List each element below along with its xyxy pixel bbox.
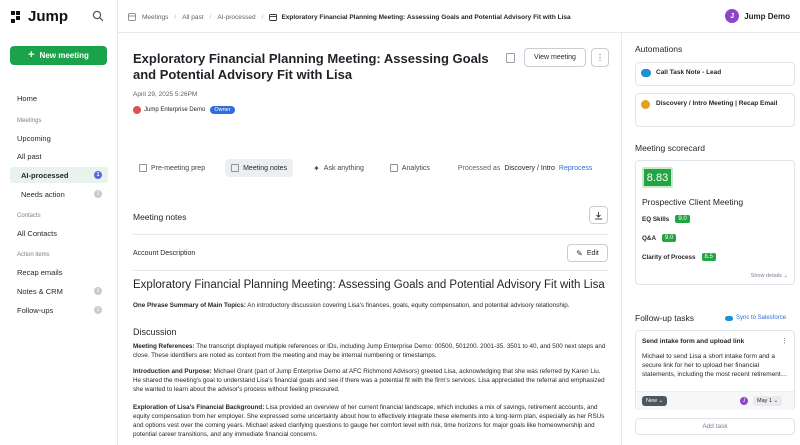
main-content <box>118 33 622 445</box>
automation-item-call-task[interactable] <box>635 62 795 86</box>
sidebar-item-label: All past <box>17 151 42 161</box>
score-value: 9.0 <box>675 215 689 223</box>
nav-heading-meetings: Meetings <box>17 118 42 124</box>
breadcrumb-all-past[interactable]: All past <box>182 13 204 21</box>
tab-pre-meeting-prep[interactable] <box>133 159 211 177</box>
score-label: Clarity of Process <box>642 253 696 261</box>
breadcrumb-meetings[interactable]: Meetings <box>142 13 169 21</box>
view-meeting-button[interactable]: View meeting <box>524 48 586 67</box>
summary-text: An introductory discussion covering Lisa's finances, goals, equity compensation, and potential advisory relationship. <box>245 302 570 309</box>
sidebar-item-label: Home <box>17 93 38 103</box>
nav-heading-contacts: Contacts <box>17 213 41 219</box>
tab-label: Pre-meeting prep <box>151 164 206 172</box>
brand-name: Jump <box>28 8 69 25</box>
salesforce-cloud-icon <box>641 69 651 77</box>
breadcrumb-current <box>269 13 570 21</box>
breadcrumb <box>128 13 571 21</box>
divider <box>133 270 609 271</box>
logo[interactable] <box>10 8 68 25</box>
task-title: Send intake form and upload link <box>642 338 745 345</box>
organization <box>133 106 235 114</box>
sync-label: Sync to Salesforce <box>736 315 787 321</box>
introduction-text: Michael Grant (part of Jump Enterprise Demo at AFC Richmond Advisors) greeted Lisa, acknowledging that she was referred by Karen Liu. He shared the meeting's goal to understand Lisa's financial goals and see if there was a potential fit with the firm's services. Lisa appreciated the referral and emphasized she wanted to learn about the advisor's process without feeling pressured. <box>133 368 605 393</box>
organization-name: Jump Enterprise Demo <box>144 107 206 113</box>
automations-heading: Automations <box>635 44 683 54</box>
edit-label: Edit <box>586 249 599 257</box>
analytics-icon <box>390 164 398 172</box>
background-text: Lisa provided an overview of her current financial landscape, which includes a mix of savings, retirement accounts, and equity compensation from her employer. She expressed some uncertainty about how to effectively integrate these elements into a long-term plan, especially as her RSUs and options vest over the coming years. Michael asked clarifying questions to gauge her comfort level with risk, time horizons for major goals like homeownership and potential career transitions, and any immediate financial concerns. <box>133 404 605 438</box>
breadcrumb-current-label: Exploratory Financial Planning Meeting: Assessing Goals and Potential Advisory Fit with Lisa <box>281 13 571 21</box>
task-footer <box>636 391 794 410</box>
sidebar-item-home[interactable] <box>10 90 108 106</box>
automation-label: Discovery / Intro Meeting | Recap Email <box>656 100 778 107</box>
score-label: Q&A <box>642 234 656 242</box>
breadcrumb-ai-processed[interactable]: AI-processed <box>217 13 256 21</box>
organization-icon <box>133 106 141 114</box>
due-label: May 1 <box>757 398 772 404</box>
nav-heading-action-items: Action items <box>17 252 50 258</box>
automation-label: Call Task Note - Lead <box>656 69 722 76</box>
new-meeting-button[interactable] <box>10 46 107 65</box>
score-label: EQ Skills <box>642 215 670 223</box>
sidebar-item-ai-processed[interactable] <box>10 167 108 183</box>
reprocess-link[interactable]: Reprocess <box>558 164 593 172</box>
page-title: Exploratory Financial Planning Meeting: Assessing Goals and Potential Advisory Fit with Lisa <box>133 51 489 82</box>
count-badge: 1 <box>94 190 102 198</box>
sidebar-item-label: Recap emails <box>17 267 63 277</box>
references-paragraph <box>133 342 609 360</box>
score-value: 8.5 <box>702 253 716 261</box>
more-options-button[interactable] <box>591 48 609 67</box>
clipboard-icon <box>139 164 147 172</box>
divider <box>133 234 609 235</box>
edit-button[interactable] <box>567 244 608 262</box>
show-details-label: Show details <box>750 273 782 279</box>
sidebar-item-all-contacts[interactable] <box>10 225 108 241</box>
sidebar-item-notes-crm[interactable] <box>10 283 108 299</box>
salesforce-cloud-icon <box>725 316 733 321</box>
breadcrumb-separator: / <box>209 13 212 21</box>
chevron-down-icon: ⌄ <box>783 273 788 279</box>
more-vertical-icon[interactable]: ⋮ <box>781 338 788 345</box>
automation-item-recap-email[interactable] <box>635 93 795 127</box>
scorecard-card <box>635 160 795 285</box>
discussion-heading: Discussion <box>133 327 177 337</box>
show-details-link[interactable] <box>751 273 788 279</box>
breadcrumb-separator: / <box>174 13 177 21</box>
notes-icon <box>231 164 239 172</box>
count-badge: 1 <box>94 171 102 179</box>
tab-label: Meeting notes <box>243 164 288 172</box>
scorecard-heading: Meeting scorecard <box>635 143 705 153</box>
score-value: 9.0 <box>662 234 676 242</box>
sidebar-item-label: Follow-ups <box>17 305 54 315</box>
background-paragraph <box>133 403 609 439</box>
sidebar-item-upcoming[interactable] <box>10 130 108 146</box>
email-icon <box>641 100 650 109</box>
search-icon[interactable] <box>92 10 104 22</box>
tab-meeting-notes[interactable] <box>225 159 293 177</box>
notes-document-title: Exploratory Financial Planning Meeting: Assessing Goals and Potential Advisory Fit with Lisa <box>133 279 605 291</box>
assignee-avatar[interactable]: J <box>740 397 748 405</box>
document-icon[interactable] <box>506 53 515 63</box>
count-badge: 1 <box>94 287 102 295</box>
tab-analytics[interactable] <box>384 159 436 177</box>
follow-up-tasks-heading: Follow-up tasks <box>635 313 695 323</box>
tab-ask-anything[interactable] <box>307 159 370 177</box>
calendar-icon <box>269 13 277 21</box>
introduction-label: Introduction and Purpose: <box>133 368 212 375</box>
score-row <box>642 253 716 261</box>
chevron-down-icon: ⌄ <box>773 398 779 404</box>
right-panel <box>622 33 800 445</box>
sidebar-item-label: Notes & CRM <box>17 286 63 296</box>
chevron-down-icon: ⌄ <box>658 398 664 404</box>
jump-logo-icon <box>10 10 24 24</box>
sidebar-item-label: Needs action <box>21 189 65 199</box>
count-badge: 1 <box>94 306 102 314</box>
follow-up-task-card[interactable] <box>635 330 795 410</box>
meeting-tabs <box>133 159 613 177</box>
pencil-icon: ✎ <box>576 248 583 258</box>
task-description: Michael to send Lisa a short intake form and a secure link for her to upload her financial statements, including the most recent retirement… <box>642 353 788 378</box>
user-name: Jump Demo <box>744 11 790 21</box>
meeting-date: April 29, 2025 5:26PM <box>133 91 198 98</box>
avatar: J <box>725 9 739 23</box>
summary-paragraph <box>133 301 609 310</box>
user-menu[interactable] <box>725 9 790 23</box>
references-label: Meeting References: <box>133 343 195 350</box>
sparkle-icon: ✦ <box>313 163 320 173</box>
score-row <box>642 215 690 223</box>
download-icon <box>594 211 603 220</box>
add-task-button[interactable]: Add task <box>635 418 795 435</box>
more-vertical-icon: ⋮ <box>596 53 604 62</box>
meetings-grid-icon <box>128 13 136 21</box>
score-row <box>642 234 676 242</box>
new-meeting-label: New meeting <box>39 51 89 60</box>
due-date-dropdown[interactable] <box>753 396 782 406</box>
summary-label: One Phrase Summary of Main Topics: <box>133 302 246 309</box>
sidebar-item-follow-ups[interactable] <box>10 302 108 318</box>
sidebar-item-label: Upcoming <box>17 133 51 143</box>
owner-badge: Owner <box>210 106 234 114</box>
processed-as-value[interactable]: Discovery / Intro <box>504 164 555 172</box>
background-label: Exploration of Lisa's Financial Background: <box>133 404 265 411</box>
account-description-label: Account Description <box>133 250 196 257</box>
sidebar-item-recap-emails[interactable] <box>10 264 108 280</box>
sidebar-item-needs-action[interactable] <box>10 186 108 202</box>
sidebar <box>0 0 118 445</box>
references-text: The transcript displayed multiple references or IDs, including Jump Enterprise Demo: 00500, 501200. 2001-35. 3501 to 40, and 500 next steps and close. These identifiers are noted as context from the meeting and may be internal numbering or timestamps. <box>133 343 606 359</box>
task-status-dropdown[interactable] <box>642 396 667 406</box>
sidebar-item-all-past[interactable] <box>10 148 108 164</box>
meeting-type: Prospective Client Meeting <box>642 197 744 207</box>
breadcrumb-separator: / <box>261 13 264 21</box>
sidebar-item-label: AI-processed <box>21 170 69 180</box>
meeting-notes-heading: Meeting notes <box>133 212 187 222</box>
download-button[interactable] <box>589 206 608 224</box>
sync-to-salesforce-link[interactable] <box>725 315 786 321</box>
sidebar-item-label: All Contacts <box>17 228 58 238</box>
tab-label: Analytics <box>401 164 430 172</box>
processed-as-label: Processed as <box>457 164 501 172</box>
overall-score: 8.83 <box>642 167 673 188</box>
status-label: New <box>646 398 658 404</box>
processed-as <box>458 165 592 172</box>
tab-label: Ask anything <box>323 164 364 172</box>
introduction-paragraph <box>133 367 609 394</box>
top-bar <box>118 0 800 33</box>
plus-icon: + <box>28 49 35 61</box>
